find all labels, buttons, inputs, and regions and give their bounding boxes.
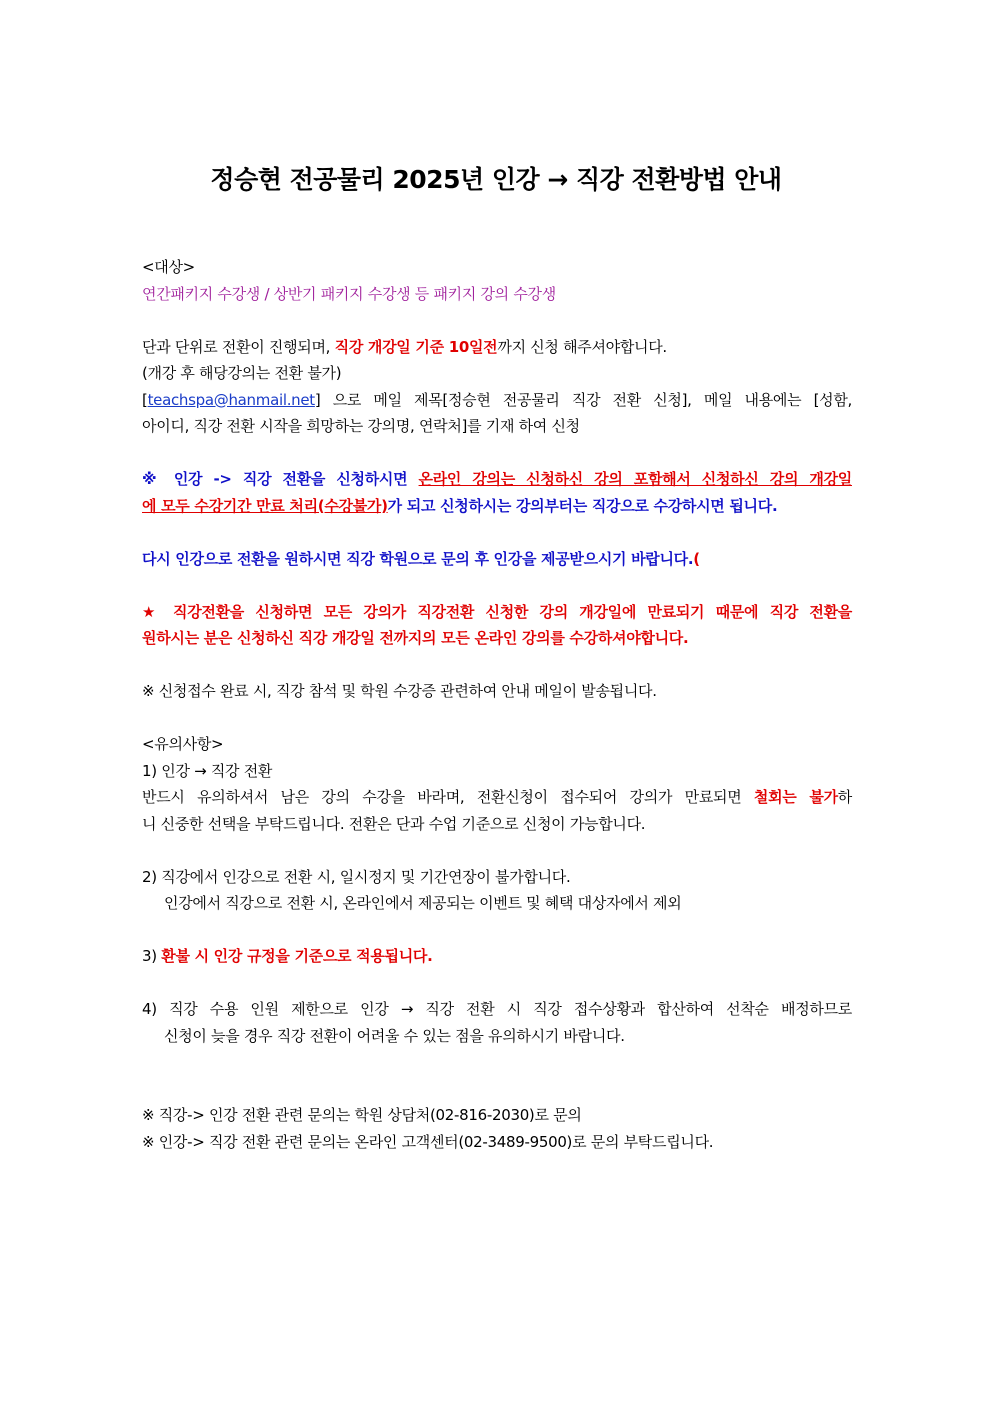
procedure-line-1: 단과 단위로 전환이 진행되며, 직강 개강일 기준 10일전까지 신청 해주셔야합니다. [142, 337, 667, 356]
document-body [142, 254, 852, 1155]
email-link[interactable]: teachspa@hanmail.net [147, 390, 315, 409]
procedure-line-2: (개강 후 해당강의는 전환 불가) [142, 364, 342, 382]
target-text: 연간패키지 수강생 / 상반기 패키지 수강생 등 패키지 강의 수강생 [142, 284, 556, 303]
caution-2-line-1: 2) 직강에서 인강으로 전환 시, 일시정지 및 기간연장이 불가합니다. [142, 867, 571, 886]
notice-3-line-1: ★ 직강전환을 신청하면 모든 강의가 직강전환 신청한 강의 개강일에 만료되기 때문에 직강 전환을 [142, 602, 852, 621]
notice-2: 다시 인강으로 전환을 원하시면 직강 학원으로 문의 후 인강을 제공받으시기 바랍니다.( [142, 549, 700, 568]
document-title: 정승현 전공물리 2025년 인강 → 직강 전환방법 안내 [210, 165, 782, 194]
contact-line-2: ※ 인강-> 직강 전환 관련 문의는 온라인 고객센터(02-3489-9500)로 문의 부탁드립니다. [142, 1132, 714, 1151]
procedure-line-4: 아이디, 직강 전환 시작을 희망하는 강의명, 연락처]를 기재 하여 신청 [142, 417, 580, 435]
procedure-line-3: [teachspa@hanmail.net] 으로 메일 제목[정승현 전공물리 직강 전환 신청], 메일 내용에는 [성함, [142, 390, 852, 409]
cautions-heading: <유의사항> [142, 735, 224, 753]
caution-1-line-1: 반드시 유의하셔서 남은 강의 수강을 바라며, 전환신청이 접수되어 강의가 만료되면 철회는 불가하 [142, 788, 852, 806]
caution-3: 3) 환불 시 인강 규정을 기준으로 적용됩니다. [142, 947, 433, 965]
notice-1-line-1: ※ 인강 -> 직강 전환을 신청하시면 온라인 강의는 신청하신 강의 포함해서 신청하신 강의 개강일 [142, 470, 852, 488]
deadline-highlight: 직강 개강일 기준 10일전 [334, 337, 498, 356]
contact-line-1: ※ 직강-> 인강 전환 관련 문의는 학원 상담처(02-816-2030)로 문의 [142, 1106, 582, 1124]
target-heading: <대상> [142, 258, 195, 276]
caution-4-line-2: 신청이 늦을 경우 직강 전환이 어려울 수 있는 점을 유의하시기 바랍니다. [164, 1026, 625, 1045]
caution-1-title: 1) 인강 → 직강 전환 [142, 761, 273, 780]
notice-3-line-2: 원하시는 분은 신청하신 직강 개강일 전까지의 모든 온라인 강의를 수강하셔야합니다. [142, 629, 689, 647]
caution-4-line-1: 4) 직강 수용 인원 제한으로 인강 → 직강 전환 시 직강 접수상황과 합산하여 선착순 배정하므로 [142, 1000, 852, 1018]
caution-1-line-2: 니 신중한 선택을 부탁드립니다. 전환은 단과 수업 기준으로 신청이 가능합니다. [142, 814, 646, 833]
no-withdrawal-highlight: 철회는 불가 [753, 788, 838, 806]
caution-2-line-2: 인강에서 직강으로 전환 시, 온라인에서 제공되는 이벤트 및 혜택 대상자에서 제외 [164, 894, 682, 912]
notice-1-line-2: 에 모두 수강기간 만료 처리(수강불가)가 되고 신청하시는 강의부터는 직강으로 수강하시면 됩니다. [142, 496, 778, 515]
notice-4: ※ 신청접수 완료 시, 직강 참석 및 학원 수강증 관련하여 안내 메일이 발송됩니다. [142, 682, 657, 700]
